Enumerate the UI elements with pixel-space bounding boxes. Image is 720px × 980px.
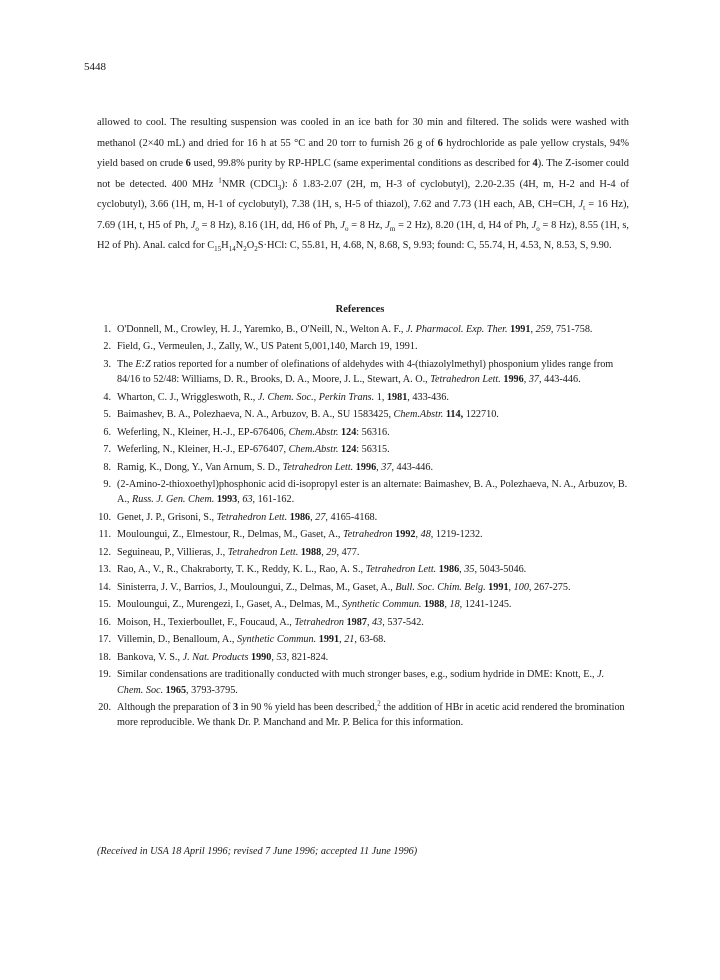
reference-text: The E:Z ratios reported for a number of olefinations of aldehydes with 4-(thiazolylmethyl) phosponium ylides range from 84/16 to 52/48: Williams, D. R., Brooks, D. A., Moore, J. L., Stewart, A. O., Tetrahedron Lett. 1996, 37, 443-446. xyxy=(117,358,614,386)
reference-item xyxy=(97,700,631,731)
reference-number: 8. xyxy=(103,461,111,473)
reference-text: (2-Amino-2-thioxoethyl)phosphonic acid di-isopropyl ester is an alternate: Baimashev, B. A., Polezhaeva, N. A., Arbuzov, B. A., Russ. J. Gen. Chem. 1993, 63, 161-162. xyxy=(117,479,628,506)
reference-text: Moison, H., Texierboullet, F., Foucaud, A., Tetrahedron 1987, 43, 537-542. xyxy=(117,616,424,628)
reference-number: 18. xyxy=(98,651,111,663)
reference-number: 15. xyxy=(98,599,111,611)
reference-text: Mouloungui, Z., Murengezi, I., Gaset, A., Delmas, M., Synthetic Commun. 1988, 18, 1241-1245. xyxy=(117,599,512,611)
reference-text: O'Donnell, M., Crowley, H. J., Yaremko, B., O'Neill, N., Welton A. F., J. Pharmacol. Exp. Ther. 1991, 259, 751-758. xyxy=(117,324,593,335)
reference-number: 20. xyxy=(98,702,111,714)
reference-number: 17. xyxy=(98,634,111,646)
reference-number: 9. xyxy=(103,479,111,491)
reference-text: Genet, J. P., Grisoni, S., Tetrahedron Lett. 1986, 27, 4165-4168. xyxy=(117,511,378,523)
reference-text: Similar condensations are traditionally conducted with much stronger bases, e.g., sodium hydride in DME: Knott, E., J. Chem. Soc. 1965, 3793-3795. xyxy=(117,669,605,696)
references-heading: References xyxy=(335,304,385,315)
reference-number: 1. xyxy=(103,324,111,335)
reference-item xyxy=(97,580,631,595)
reference-text: Bankova, V. S., J. Nat. Products 1990, 53, 821-824. xyxy=(117,651,329,663)
reference-item xyxy=(97,562,631,577)
received-dates-note: (Received in USA 18 April 1996; revised 7 June 1996; accepted 11 June 1996) xyxy=(97,846,418,857)
reference-number: 2. xyxy=(103,341,111,353)
reference-number: 14. xyxy=(98,581,111,593)
reference-text: Sinisterra, J. V., Barrios, J., Mouloungui, Z., Delmas, M., Gaset, A., Bull. Soc. Chim. Belg. 1991, 100, 267-275. xyxy=(117,581,571,593)
reference-list xyxy=(97,322,631,733)
reference-number: 11. xyxy=(98,529,111,541)
reference-item xyxy=(97,407,631,422)
reference-text: Villemin, D., Benalloum, A., Synthetic Commun. 1991, 21, 63-68. xyxy=(117,634,386,646)
reference-item xyxy=(97,357,631,388)
reference-text: Seguineau, P., Villieras, J., Tetrahedron Lett. 1988, 29, 477. xyxy=(117,546,360,558)
reference-item xyxy=(97,615,631,630)
reference-text: Mouloungui, Z., Elmestour, R., Delmas, M., Gaset, A., Tetrahedron 1992, 48, 1219-1232. xyxy=(117,529,483,541)
reference-number: 12. xyxy=(98,546,111,558)
reference-number: 16. xyxy=(98,616,111,628)
reference-number: 19. xyxy=(98,669,111,681)
reference-text: Wharton, C. J., Wriggleswoth, R., J. Chem. Soc., Perkin Trans. 1, 1981, 433-436. xyxy=(117,391,449,403)
reference-number: 3. xyxy=(103,358,111,370)
reference-item xyxy=(97,667,631,698)
reference-number: 4. xyxy=(103,391,111,403)
reference-text: Ramig, K., Dong, Y., Van Arnum, S. D., Tetrahedron Lett. 1996, 37, 443-446. xyxy=(117,461,434,473)
page-number: 5448 xyxy=(84,61,106,73)
reference-item xyxy=(97,527,631,542)
reference-text: Weferling, N., Kleiner, H.-J., EP-676407, Chem.Abstr. 124: 56315. xyxy=(117,444,390,456)
reference-number: 13. xyxy=(98,564,111,576)
reference-text: Rao, A., V., R., Chakraborty, T. K., Reddy, K. L., Rao, A. S., Tetrahedron Lett. 1986, 35, 5043-5046. xyxy=(117,564,527,576)
reference-text: Although the preparation of 3 in 90 % yield has been described,$^2$ the addition of HBr in acetic acid rendered the bromination more reproducible. We thank Dr. P. Manchand and Mr. P. Belica for this information. xyxy=(117,699,625,729)
reference-text: Baimashev, B. A., Polezhaeva, N. A., Arbuzov, B. A., SU 1583425, Chem.Abstr. 114, 122710. xyxy=(117,409,499,421)
reference-item xyxy=(97,442,631,457)
reference-item xyxy=(97,339,631,354)
reference-item xyxy=(97,545,631,560)
reference-item xyxy=(97,650,631,665)
reference-item xyxy=(97,460,631,475)
experimental-paragraph: allowed to cool. The resulting suspension was cooled in an ice bath for 30 min and filtered. The solids were washed with methanol (2×40 mL) and dried for 16 h at 55 °C and 20 torr to furnish 26 g of 6 hydrochloride as pale yellow crystals, 94% yield based on crude 6 used, 99.8% purity by RP-HPLC (same experimental conditions as described for 4). The Z-isomer could not be detected. 400 MHz $^1$NMR (CDCl$_3$): δ 1.83-2.07 (2H, m, H-3 of cyclobutyl), 2.20-2.35 (4H, m, H-2 and H-4 of cyclobutyl), 3.66 (1H, m, H-1 of cyclobutyl), 7.38 (1H, s, H-5 of thiazol), 7.62 and 7.73 (1H each, AB, CH=CH, $J_t = 16$ Hz), 7.69 (1H, t, H5 of Ph, $J_o = 8$ Hz), 8.16 (1H, dd, H6 of Ph, $J_o = 8$ Hz, $J_m = 2$ Hz), 8.20 (1H, d, H4 of Ph, $J_o = 8$ Hz), 8.55 (1H, s, H2 of Ph). Anal. calcd for $C_{15}H_{14}N_2O_2S\cdot HCl$: C, 55.81, H, 4.68, N, 8.68, S, 9.93; found: C, 55.74, H, 4.53, N, 8.53, S, 9.90. xyxy=(97,117,629,254)
reference-text: Weferling, N., Kleiner, H.-J., EP-676406, Chem.Abstr. 124: 56316. xyxy=(117,426,390,438)
reference-item xyxy=(97,597,631,612)
reference-number: 7. xyxy=(103,444,111,456)
reference-item xyxy=(97,510,631,525)
reference-item xyxy=(97,477,631,508)
reference-item xyxy=(97,390,631,405)
reference-item xyxy=(97,322,631,337)
reference-number: 6. xyxy=(103,426,111,438)
reference-item xyxy=(97,425,631,440)
reference-number: 10. xyxy=(98,511,111,523)
reference-text: Field, G., Vermeulen, J., Zally, W., US Patent 5,001,140, March 19, 1991. xyxy=(117,341,418,353)
reference-number: 5. xyxy=(103,409,111,421)
reference-item xyxy=(97,632,631,647)
